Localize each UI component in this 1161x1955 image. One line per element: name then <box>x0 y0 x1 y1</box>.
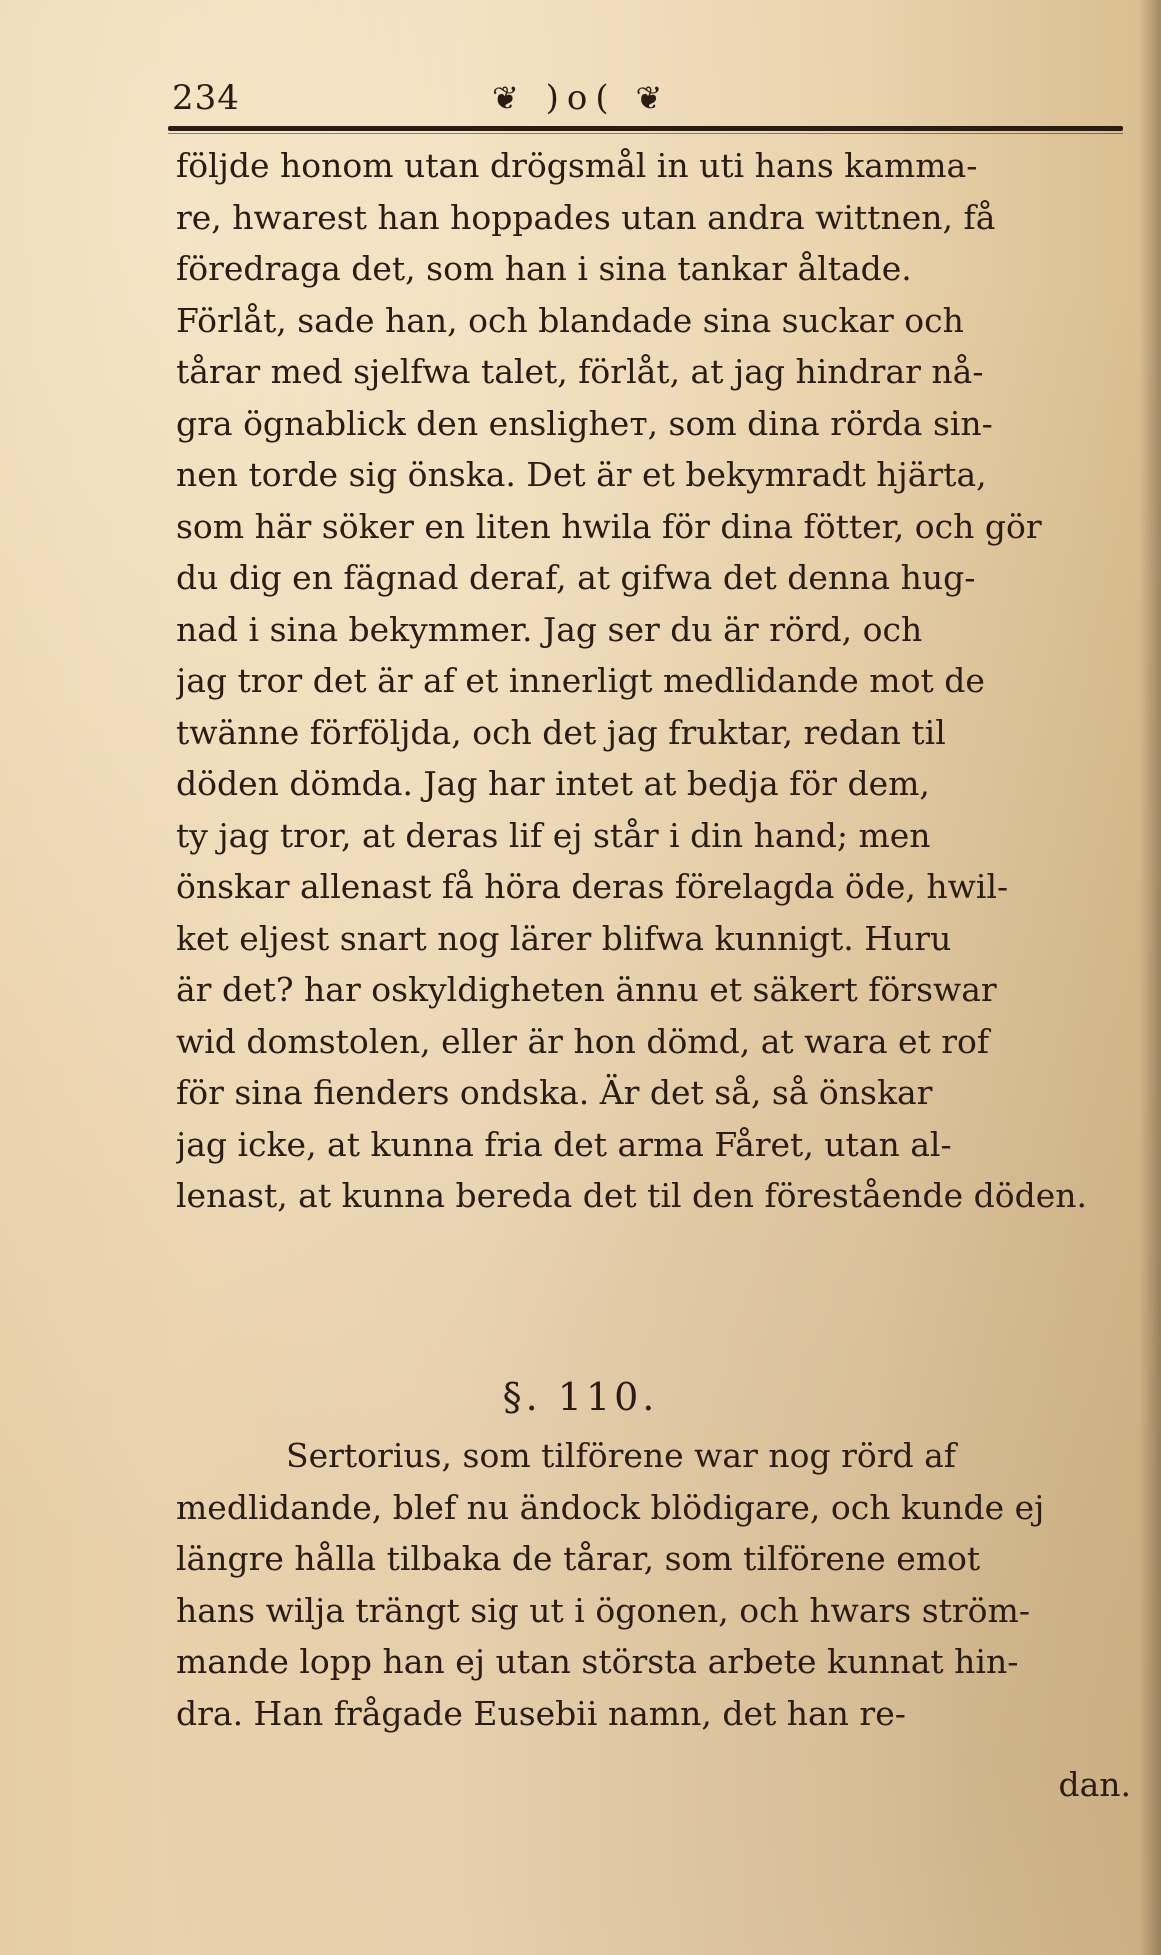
text-line: Sertorius, som tilförene war nog rörd af <box>286 1436 956 1475</box>
text-line: föredraga det, som han i sina tankar åltade. <box>176 249 912 288</box>
text-line: jag icke, at kunna fria det arma Fåret, utan al- <box>176 1124 952 1164</box>
text-line: ket eljest snart nog lärer blifwa kunnigt. Huru <box>176 918 952 958</box>
text-line: önskar allenast få höra deras förelagda öde, hwil- <box>176 867 1009 906</box>
text-line: för sina fienders ondska. Är det så, så önskar <box>176 1073 933 1112</box>
header-ornament <box>492 78 670 118</box>
fleuron-right-icon: ❦ <box>635 79 671 117</box>
fleuron-left-icon: ❦ <box>492 79 527 117</box>
text-line: följde honom utan drögsmål in uti hans kamma- <box>176 146 978 185</box>
page-number: 234 <box>172 78 240 118</box>
running-header <box>172 78 1122 128</box>
text-line: Förlåt, sade han, och blandade sina suckar och <box>176 300 964 340</box>
text-line: ty jag tror, at deras lif ej står i din hand; men <box>176 815 931 855</box>
text-line: längre hålla tilbaka de tårar, som tilförene emot <box>176 1539 981 1578</box>
text-line: hans wilja trängt sig ut i ögonen, och hwars ström- <box>176 1590 1030 1630</box>
text-line: döden dömda. Jag har intet at bedja för dem, <box>176 764 930 803</box>
text-line: nad i sina bekymmer. Jag ser du är rörd, och <box>176 609 923 649</box>
text-line: mande lopp han ej utan största arbete kunnat hin- <box>176 1642 1019 1681</box>
text-line: dra. Han frågade Eusebii namn, det han re- <box>176 1693 906 1733</box>
page-spine-shadow <box>1139 0 1161 1955</box>
text-line: som här söker en liten hwila för dina fötter, och gör <box>176 506 1042 546</box>
text-line: lenast, at kunna bereda det til den förestående döden. <box>176 1176 1088 1215</box>
text-line: gra ögnablick den ensligheт, som dina rörda sin- <box>176 403 993 443</box>
ornament-text: )o( <box>545 78 617 118</box>
text-line: medlidande, blef nu ändock blödigare, och kunde ej <box>176 1487 1045 1527</box>
text-line: twänne förföljda, och det jag fruktar, redan til <box>176 712 946 752</box>
paragraph-1 <box>176 140 1126 1222</box>
text-line: du dig en fägnad deraf, at gifwa det denna hug- <box>176 558 976 597</box>
text-line: nen torde sig önska. Det är et bekymradt hjärta, <box>176 455 987 494</box>
section-heading: §. 110. <box>502 1375 659 1419</box>
text-line: re, hwarest han hoppades utan andra wittnen, få <box>176 197 996 237</box>
paragraph-2 <box>176 1430 1126 1739</box>
text-line: tårar med sjelfwa talet, förlåt, at jag hindrar nå- <box>176 352 984 391</box>
header-rule <box>168 126 1123 131</box>
text-line: är det? har oskyldigheten ännu et säkert förswar <box>176 970 997 1009</box>
text-line: jag tror det är af et innerligt medlidande mot de <box>176 661 985 700</box>
text-line: wid domstolen, eller är hon dömd, at wara et rof <box>176 1021 990 1061</box>
catchword: dan. <box>1058 1765 1131 1804</box>
